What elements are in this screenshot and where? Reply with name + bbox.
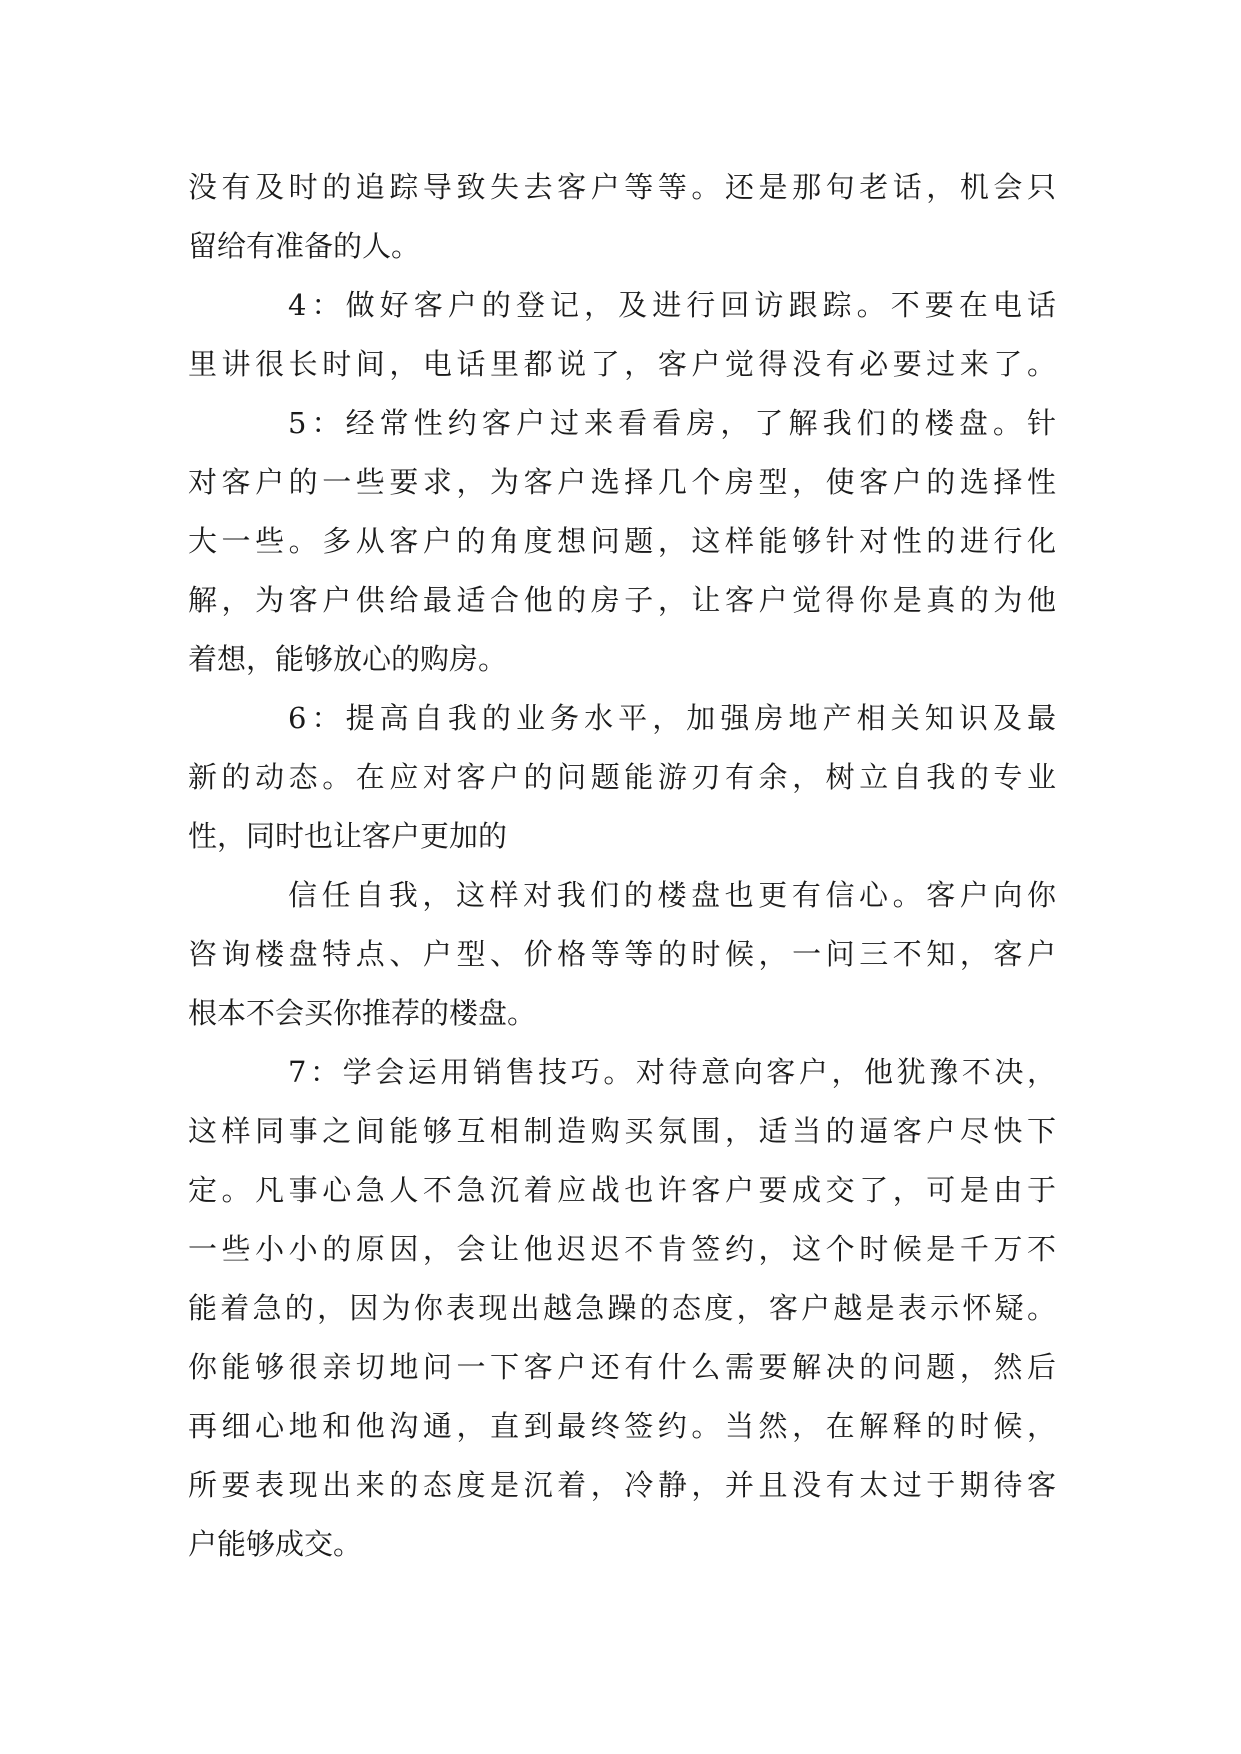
text-line: 5：经常性约客户过来看看房，了解我们的楼盘。针 bbox=[288, 406, 1056, 440]
document-body bbox=[188, 158, 1056, 1574]
text-line: 里讲很长时间，电话里都说了，客户觉得没有必要过来了。 bbox=[188, 347, 1056, 381]
text-line: 6：提高自我的业务水平，加强房地产相关知识及最 bbox=[288, 701, 1056, 735]
text-line: 所要表现出来的态度是沉着，冷静，并且没有太过于期待客 bbox=[188, 1468, 1056, 1502]
text-line: 这样同事之间能够互相制造购买氛围，适当的逼客户尽快下 bbox=[188, 1114, 1056, 1148]
text-line: 定。凡事心急人不急沉着应战也许客户要成交了，可是由于 bbox=[188, 1173, 1056, 1207]
text-line: 信任自我，这样对我们的楼盘也更有信心。客户向你 bbox=[288, 878, 1056, 912]
text-line: 再细心地和他沟通，直到最终签约。当然，在解释的时候， bbox=[188, 1409, 1056, 1443]
text-line: 留给有准备的人。 bbox=[188, 229, 421, 263]
text-line: 没有及时的追踪导致失去客户等等。还是那句老话，机会只 bbox=[188, 170, 1056, 204]
text-line: 你能够很亲切地问一下客户还有什么需要解决的问题，然后 bbox=[188, 1350, 1056, 1384]
text-line: 根本不会买你推荐的楼盘。 bbox=[188, 996, 537, 1030]
text-line: 一些小小的原因，会让他迟迟不肯签约，这个时候是千万不 bbox=[188, 1232, 1056, 1266]
text-line: 大一些。多从客户的角度想问题，这样能够针对性的进行化 bbox=[188, 524, 1056, 558]
text-line: 新的动态。在应对客户的问题能游刃有余，树立自我的专业 bbox=[188, 760, 1056, 794]
text-line: 咨询楼盘特点、户型、价格等等的时候，一问三不知，客户 bbox=[188, 937, 1056, 971]
text-line: 解，为客户供给最适合他的房子，让客户觉得你是真的为他 bbox=[188, 583, 1056, 617]
text-line: 能着急的，因为你表现出越急躁的态度，客户越是表示怀疑。 bbox=[188, 1291, 1056, 1325]
text-line: 4：做好客户的登记，及进行回访跟踪。不要在电话 bbox=[288, 288, 1056, 322]
text-line: 着想，能够放心的购房。 bbox=[188, 642, 508, 676]
text-line: 户能够成交。 bbox=[188, 1527, 363, 1561]
text-line: 对客户的一些要求，为客户选择几个房型，使客户的选择性 bbox=[188, 465, 1056, 499]
text-line: 性，同时也让客户更加的 bbox=[188, 819, 508, 853]
text-line: 7：学会运用销售技巧。对待意向客户，他犹豫不决， bbox=[288, 1055, 1056, 1089]
